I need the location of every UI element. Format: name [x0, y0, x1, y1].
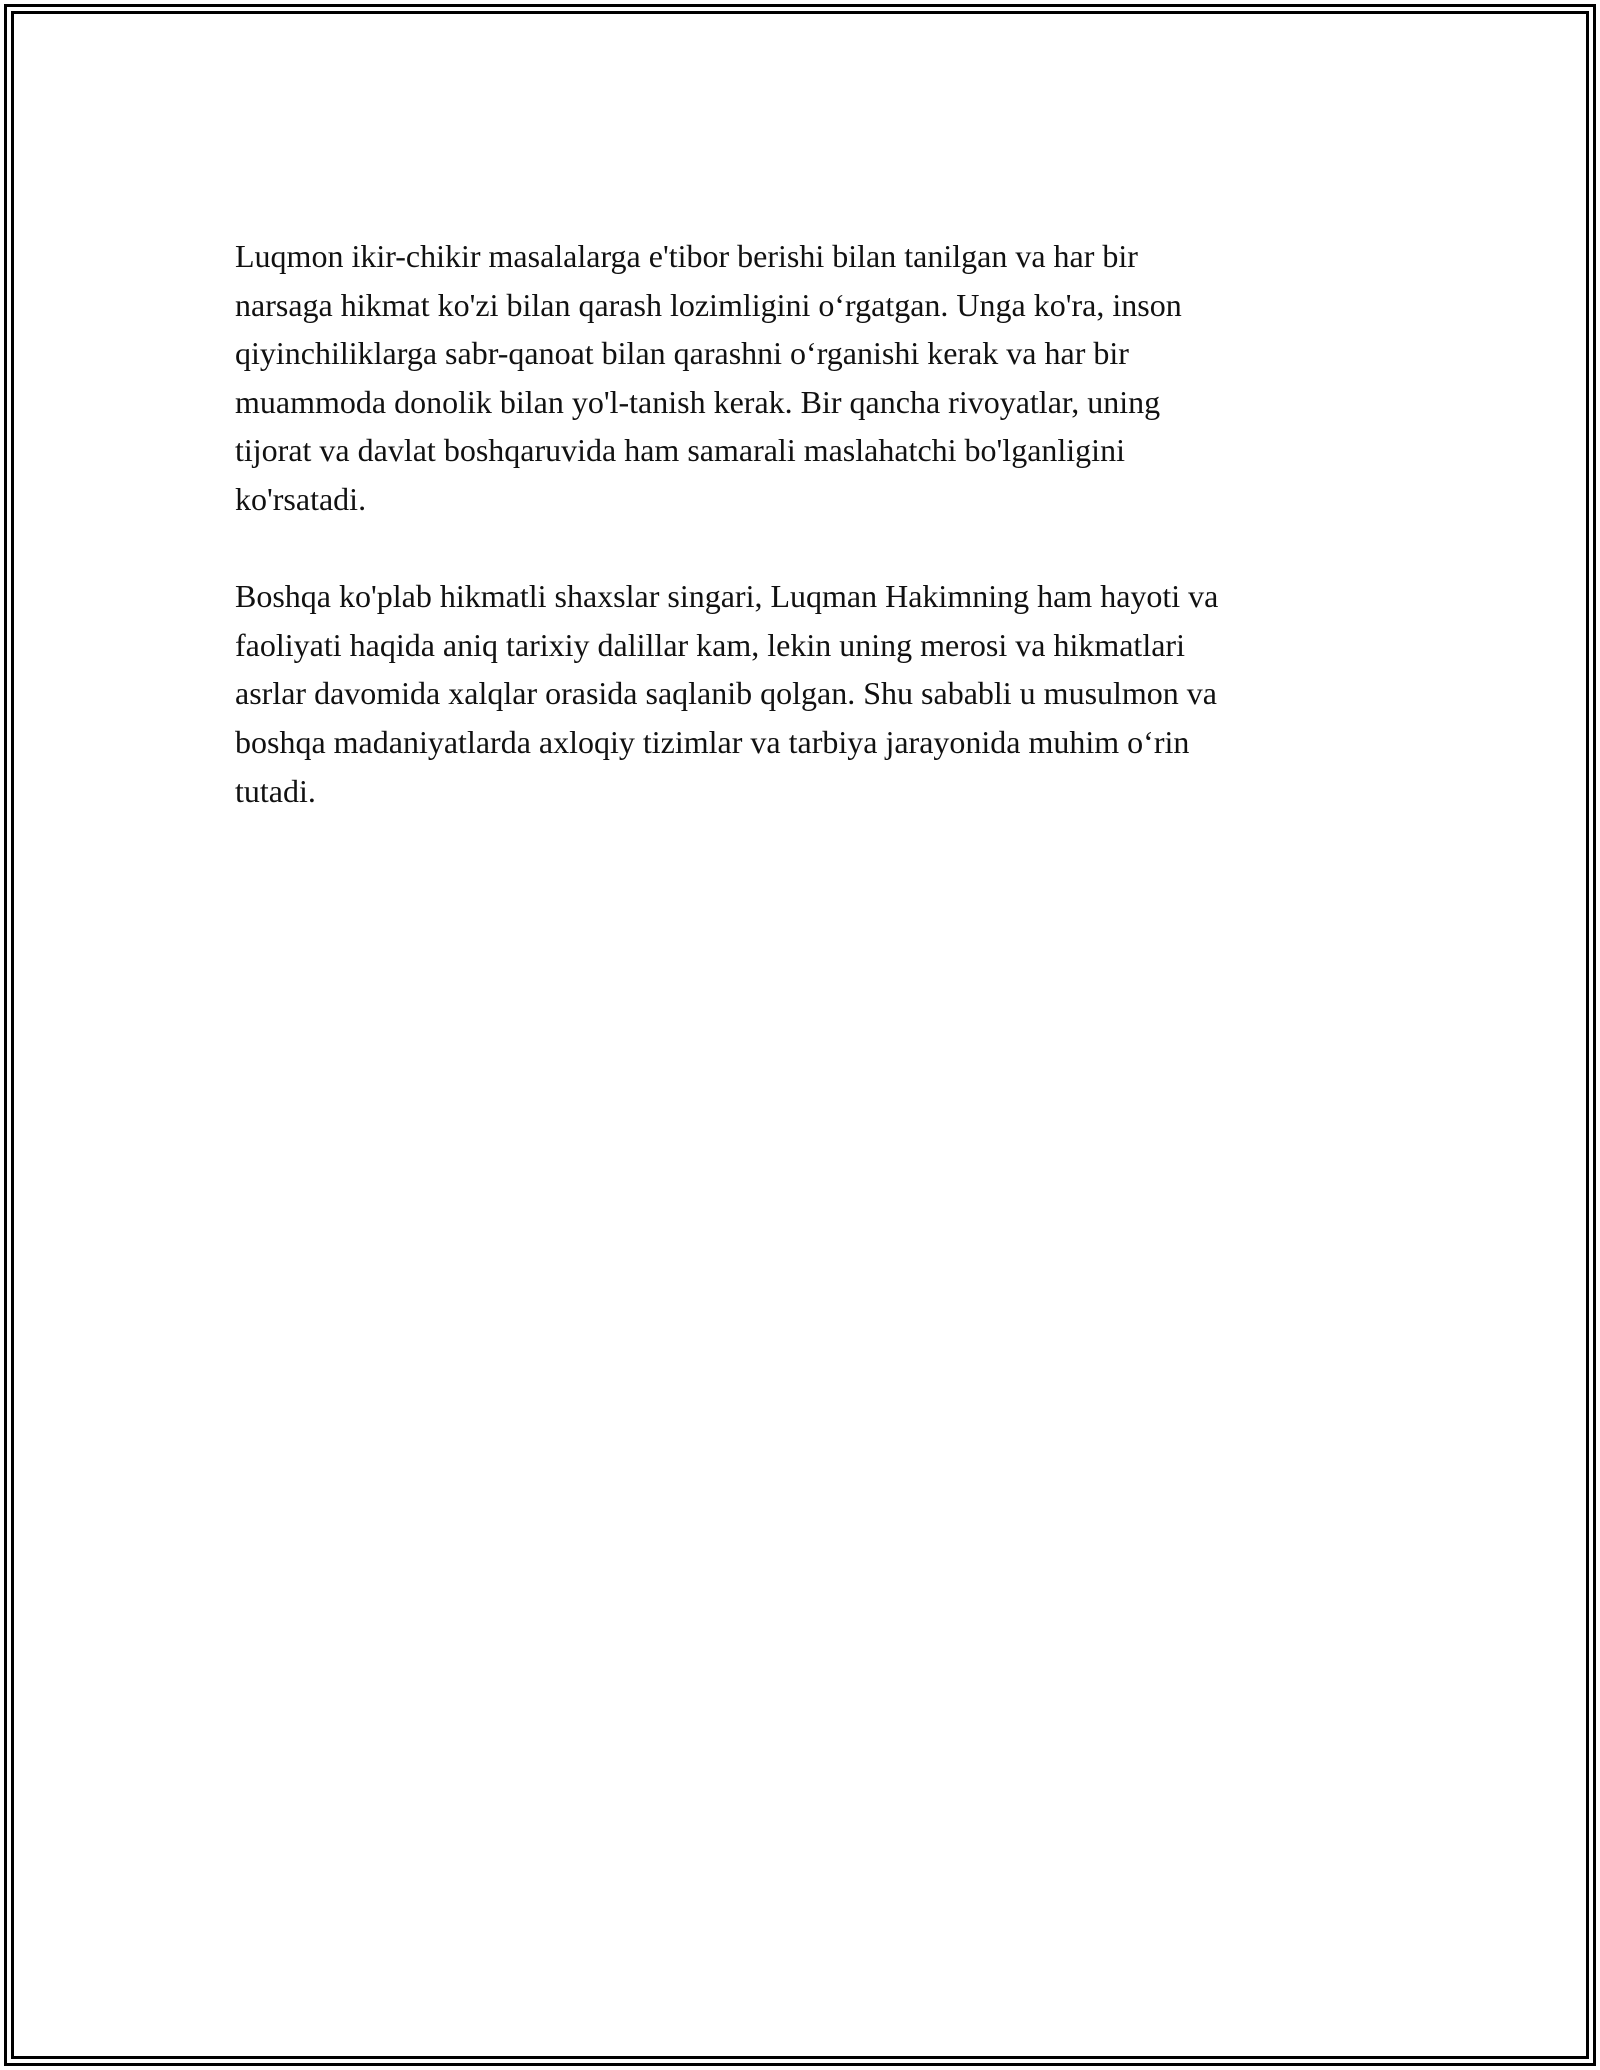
paragraph-2 [235, 572, 1385, 815]
text-line: Boshqa ko'plab hikmatli shaxslar singari, Luqman Hakimning ham hayoti va [235, 578, 1219, 615]
text-line: faoliyati haqida aniq tarixiy dalillar kam, lekin uning merosi va hikmatlari [235, 626, 1185, 663]
text-line: qiyinchiliklarga sabr-qanoat bilan qarashni o‘rganishi kerak va har bir [235, 335, 1129, 372]
text-line: Luqmon ikir-chikir masalalarga e'tibor berishi bilan tanilgan va har bir [235, 238, 1138, 274]
text-line: boshqa madaniyatlarda axloqiy tizimlar va tarbiya jarayonida muhim o‘rin [235, 723, 1190, 760]
text-line: ko'rsatadi. [235, 480, 367, 517]
text-line: tijorat va davlat boshqaruvida ham samarali maslahatchi bo'lganligini [235, 432, 1125, 469]
paragraph-1 [235, 232, 1385, 524]
text-line: narsaga hikmat ko'zi bilan qarash lozimligini o‘rgatgan. Unga ko'ra, inson [235, 286, 1182, 323]
page-content [235, 232, 1385, 864]
text-line: tutadi. [235, 772, 316, 809]
text-line: asrlar davomida xalqlar orasida saqlanib qolgan. Shu sababli u musulmon va [235, 675, 1217, 712]
text-line: muammoda donolik bilan yo'l-tanish kerak. Bir qancha rivoyatlar, uning [235, 383, 1161, 420]
